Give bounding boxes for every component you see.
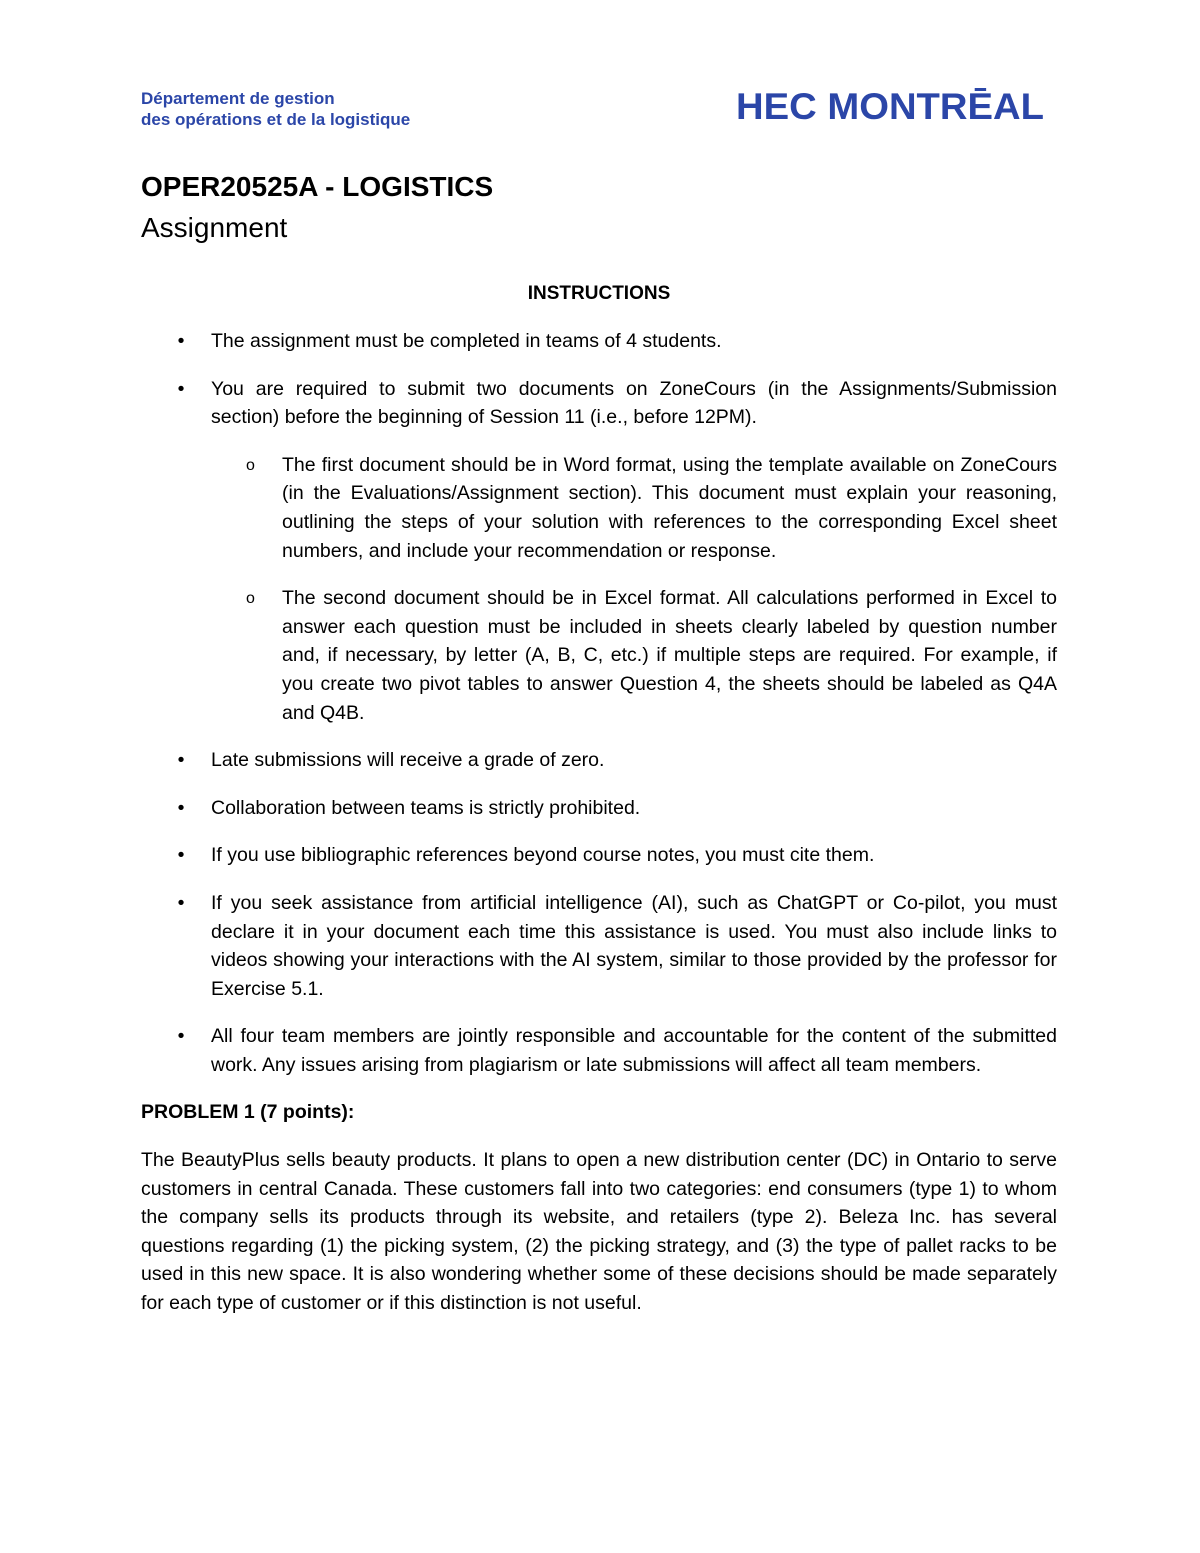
instruction-sub-item [141,451,1057,565]
bullet-icon: • [177,891,185,914]
instruction-text: Late submissions will receive a grade of zero. [211,749,605,772]
department-line-1: Département de gestion [141,89,335,108]
instruction-text: The assignment must be completed in teams of 4 students. [211,330,722,352]
instruction-text: All four team members are jointly responsible and accountable for the content of the submitted work. Any issues arising from plagiarism or late submissions will affect all team members. [211,1025,1057,1076]
problem-1-heading: PROBLEM 1 (7 points): [141,1101,355,1124]
problem-1-text: The BeautyPlus sells beauty products. It plans to open a new distribution center (DC) in Ontario to serve customers in central Canada. These customers fall into two categories: end consumers (type 1) to whom the company sells its products through its website, and retailers (type 2). Beleza Inc. has several questions regarding (1) the picking system, (2) the picking strategy, and (3) the type of pallet racks to be used in this new space. It is also wondering whether some of these decisions should be made separately for each type of customer or if this distinction is not useful. [141,1149,1057,1315]
bullet-icon: • [177,330,185,352]
instruction-sub-text: The second document should be in Excel format. All calculations performed in Excel to answer each question must be included in sheets clearly labeled by question number and, if necessary, by letter (A, B, C, etc.) if multiple steps are required. For example, if you create two pivot tables to answer Question 4, the sheets should be labeled as Q4A and Q4B. [282,587,1057,724]
instruction-text: You are required to submit two documents on ZoneCours (in the Assignments/Submission section) before the beginning of Session 11 (i.e., before 12PM). [211,377,1057,429]
instruction-item [141,841,1057,870]
instruction-item [141,1022,1057,1079]
instruction-item [141,746,1057,775]
circle-bullet-icon: o [246,590,255,608]
instruction-text: If you use bibliographic references beyond course notes, you must cite them. [211,844,875,867]
hec-montreal-logo [734,80,1046,124]
document-body [141,280,1057,1318]
bullet-icon: • [177,1025,185,1048]
instruction-item [141,327,1057,356]
course-code: OPER20525A - LOGISTICS [141,171,494,202]
bullet-icon: • [177,749,185,772]
instructions-heading: INSTRUCTIONS [527,283,671,304]
instruction-item [141,375,1057,432]
bullet-icon: • [177,796,185,819]
document-type: Assignment [141,212,288,243]
bullet-icon: • [177,377,185,400]
instruction-sub-text: The first document should be in Word format, using the template available on ZoneCours (in the Evaluations/Assignment section). This document must explain your reasoning, outlining the steps of your solution with references to the corresponding Excel sheet numbers, and include your recommendation or response. [282,453,1057,562]
circle-bullet-icon: o [246,456,255,474]
instruction-sub-item [141,584,1057,727]
instruction-text: Collaboration between teams is strictly prohibited. [211,796,641,819]
instruction-item [141,889,1057,1003]
instruction-text: If you seek assistance from artificial intelligence (AI), such as ChatGPT or Co-pilot, you must declare it in your document each time this assistance is used. You must also include links to videos showing your interactions with the AI system, similar to those provided by the professor for Exercise 5.1. [211,891,1057,1000]
department-line-2: des opérations et de la logistique [141,110,411,129]
instruction-item [141,794,1057,823]
logo-text: HEC MONTRĒAL [736,86,1044,124]
bullet-icon: • [177,844,185,867]
department-name [141,88,410,130]
